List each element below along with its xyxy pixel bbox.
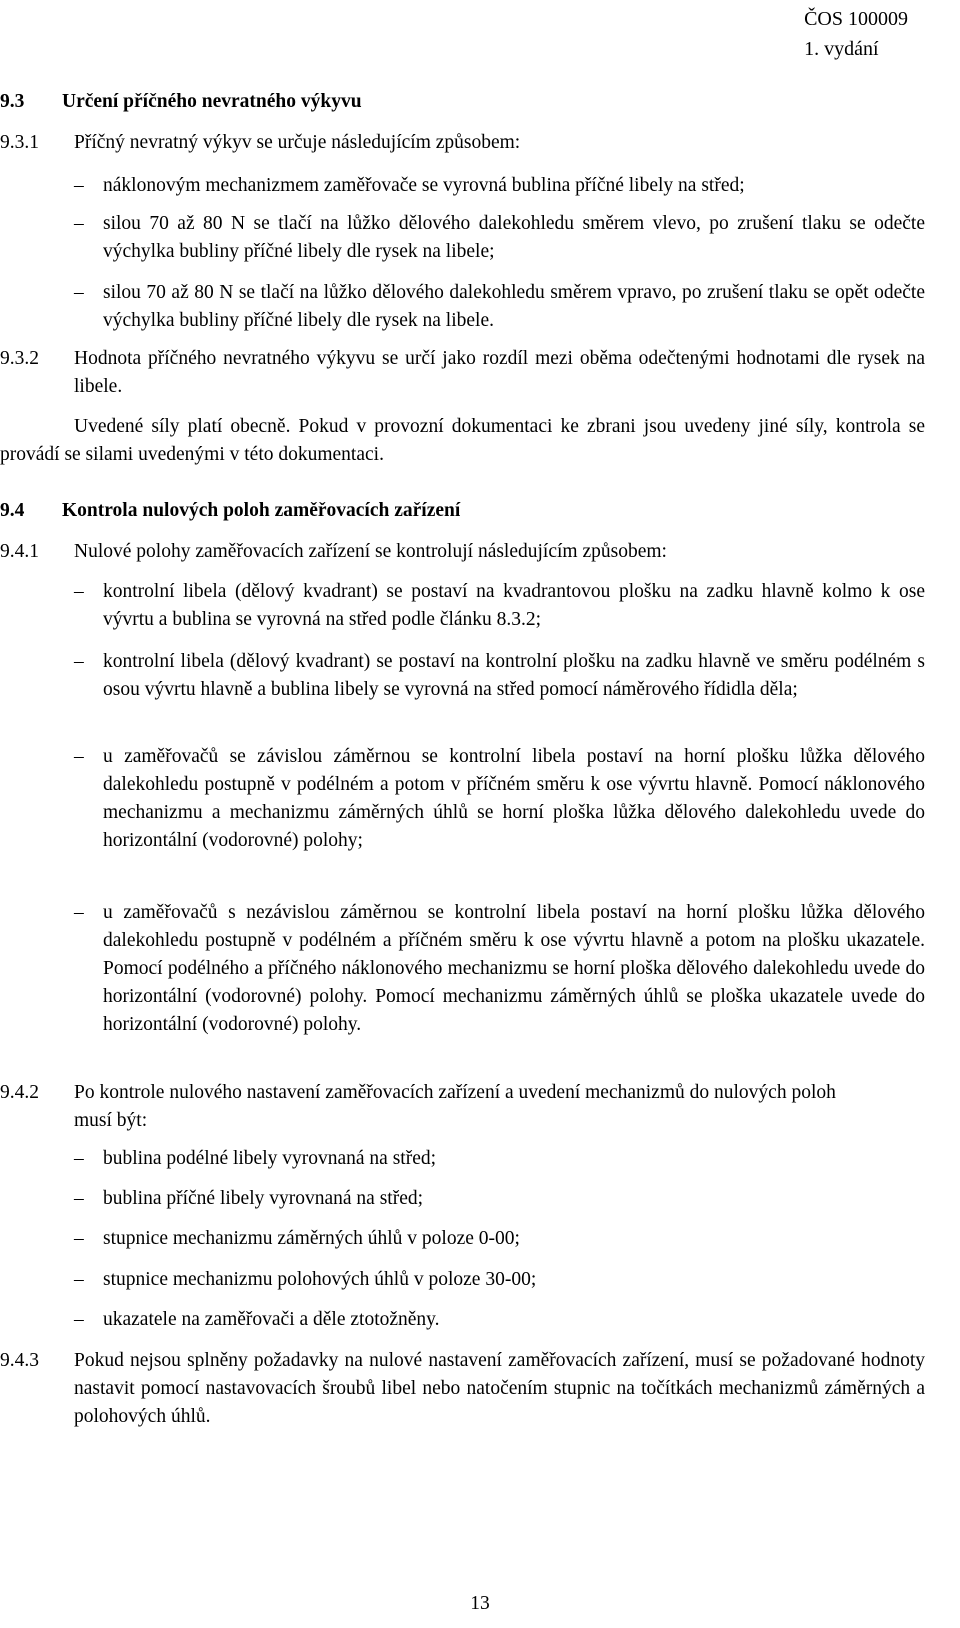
list-item-text: silou 70 až 80 N se tlačí na lůžko dělového dalekohledu směrem vpravo, po zrušení tlaku se opět odečte výchylka bubliny příčné libely dle rysek na libele. <box>103 282 925 331</box>
dash-icon: – <box>74 902 84 923</box>
list-item-text: bublina příčné libely vyrovnaná na střed; <box>103 1188 424 1209</box>
section-number: 9.4 <box>0 500 25 521</box>
dash-icon: – <box>74 746 84 767</box>
list-item-text: u zaměřovačů se závislou záměrnou se kontrolní libela postaví na horní plošku lůžka dělového dalekohledu postupně v podélném a potom v příčném směru k ose vývrtu hlavně. Pomocí náklonového mechanizmu a mechanizmu záměrných úhlů se horní ploška lůžka dělového dalekohledu uvede do horizontální (vodorovné) polohy; <box>103 746 925 851</box>
dash-icon: – <box>74 1309 84 1330</box>
section-title: Kontrola nulových poloh zaměřovacích zařízení <box>62 500 461 521</box>
document-header <box>804 4 908 64</box>
dash-icon: – <box>74 651 84 672</box>
paragraph-text: Hodnota příčného nevratného výkyvu se určí jako rozdíl mezi oběma odečtenými hodnotami dle rysek na libele. <box>74 348 925 397</box>
list-item-text: bublina podélné libely vyrovnaná na střed; <box>103 1148 437 1169</box>
dash-icon: – <box>74 1269 84 1290</box>
dash-icon: – <box>74 282 84 303</box>
list-item-text: u zaměřovačů s nezávislou záměrnou se kontrolní libela postaví na horní plošku lůžka dělového dalekohledu postupně v podélném a příčném směru k ose vývrtu hlavně a potom na plošku ukazatele. Pomocí podélného a příčného náklonového mechanizmu se horní ploška dělového dalekohledu uvede do horizontální (vodorovné) polohy. Pomocí mechanizmu záměrných úhlů se ploška ukazatele uvede do horizontální (vodorovné) polohy. <box>103 902 925 1035</box>
document-id: ČOS 100009 <box>804 8 908 30</box>
paragraph-number: 9.4.3 <box>0 1350 39 1371</box>
note-paragraph: Uvedené síly platí obecně. Pokud v provozní dokumentaci ke zbrani jsou uvedeny jiné síly, kontrola se provádí se silami uvedenými v této dokumentaci. <box>0 416 925 465</box>
dash-icon: – <box>74 213 84 234</box>
section-number: 9.3 <box>0 91 25 112</box>
edition-label: 1. vydání <box>804 38 879 60</box>
paragraph-text: Po kontrole nulového nastavení zaměřovacích zařízení a uvedení mechanizmů do nulových poloh musí být: <box>74 1082 836 1131</box>
list-item-text: kontrolní libela (dělový kvadrant) se postaví na kontrolní plošku na zadku hlavně ve směru podélném s osou vývrtu hlavně a bublina libely se vyrovná na střed pomocí náměrového řídidla děla; <box>103 651 925 700</box>
section-title: Určení příčného nevratného výkyvu <box>62 91 362 112</box>
list-item-text: náklonovým mechanizmem zaměřovače se vyrovná bublina příčné libely na střed; <box>103 175 745 196</box>
dash-icon: – <box>74 1188 84 1209</box>
paragraph-text: Pokud nejsou splněny požadavky na nulové nastavení zaměřovacích zařízení, musí se požadované hodnoty nastavit pomocí nastavovacích šroubů libel nebo natočením stupnic na točítkách mechanizmů záměrných a polohových úhlů. <box>74 1350 925 1427</box>
paragraph-text: Nulové polohy zaměřovacích zařízení se kontrolují následujícím způsobem: <box>74 541 667 562</box>
list-item-text: stupnice mechanizmu polohových úhlů v poloze 30-00; <box>103 1269 537 1290</box>
list-item-text: silou 70 až 80 N se tlačí na lůžko dělového dalekohledu směrem vlevo, po zrušení tlaku se odečte výchylka bubliny příčné libely dle rysek na libele; <box>103 213 925 262</box>
paragraph-number: 9.3.1 <box>0 132 39 153</box>
list-item-text: ukazatele na zaměřovači a děle ztotožněny. <box>103 1309 440 1330</box>
dash-icon: – <box>74 175 84 196</box>
dash-icon: – <box>74 581 84 602</box>
page-number: 13 <box>470 1593 490 1614</box>
paragraph-number: 9.4.1 <box>0 541 39 562</box>
list-item-text: stupnice mechanizmu záměrných úhlů v poloze 0-00; <box>103 1228 520 1249</box>
list-item-text: kontrolní libela (dělový kvadrant) se postaví na kvadrantovou plošku na zadku hlavně kolmo k ose vývrtu a bublina se vyrovná na střed podle článku 8.3.2; <box>103 581 925 630</box>
paragraph-text: Příčný nevratný výkyv se určuje následujícím způsobem: <box>74 132 521 153</box>
dash-icon: – <box>74 1148 84 1169</box>
paragraph-number: 9.4.2 <box>0 1082 39 1103</box>
paragraph-number: 9.3.2 <box>0 348 39 369</box>
dash-icon: – <box>74 1228 84 1249</box>
